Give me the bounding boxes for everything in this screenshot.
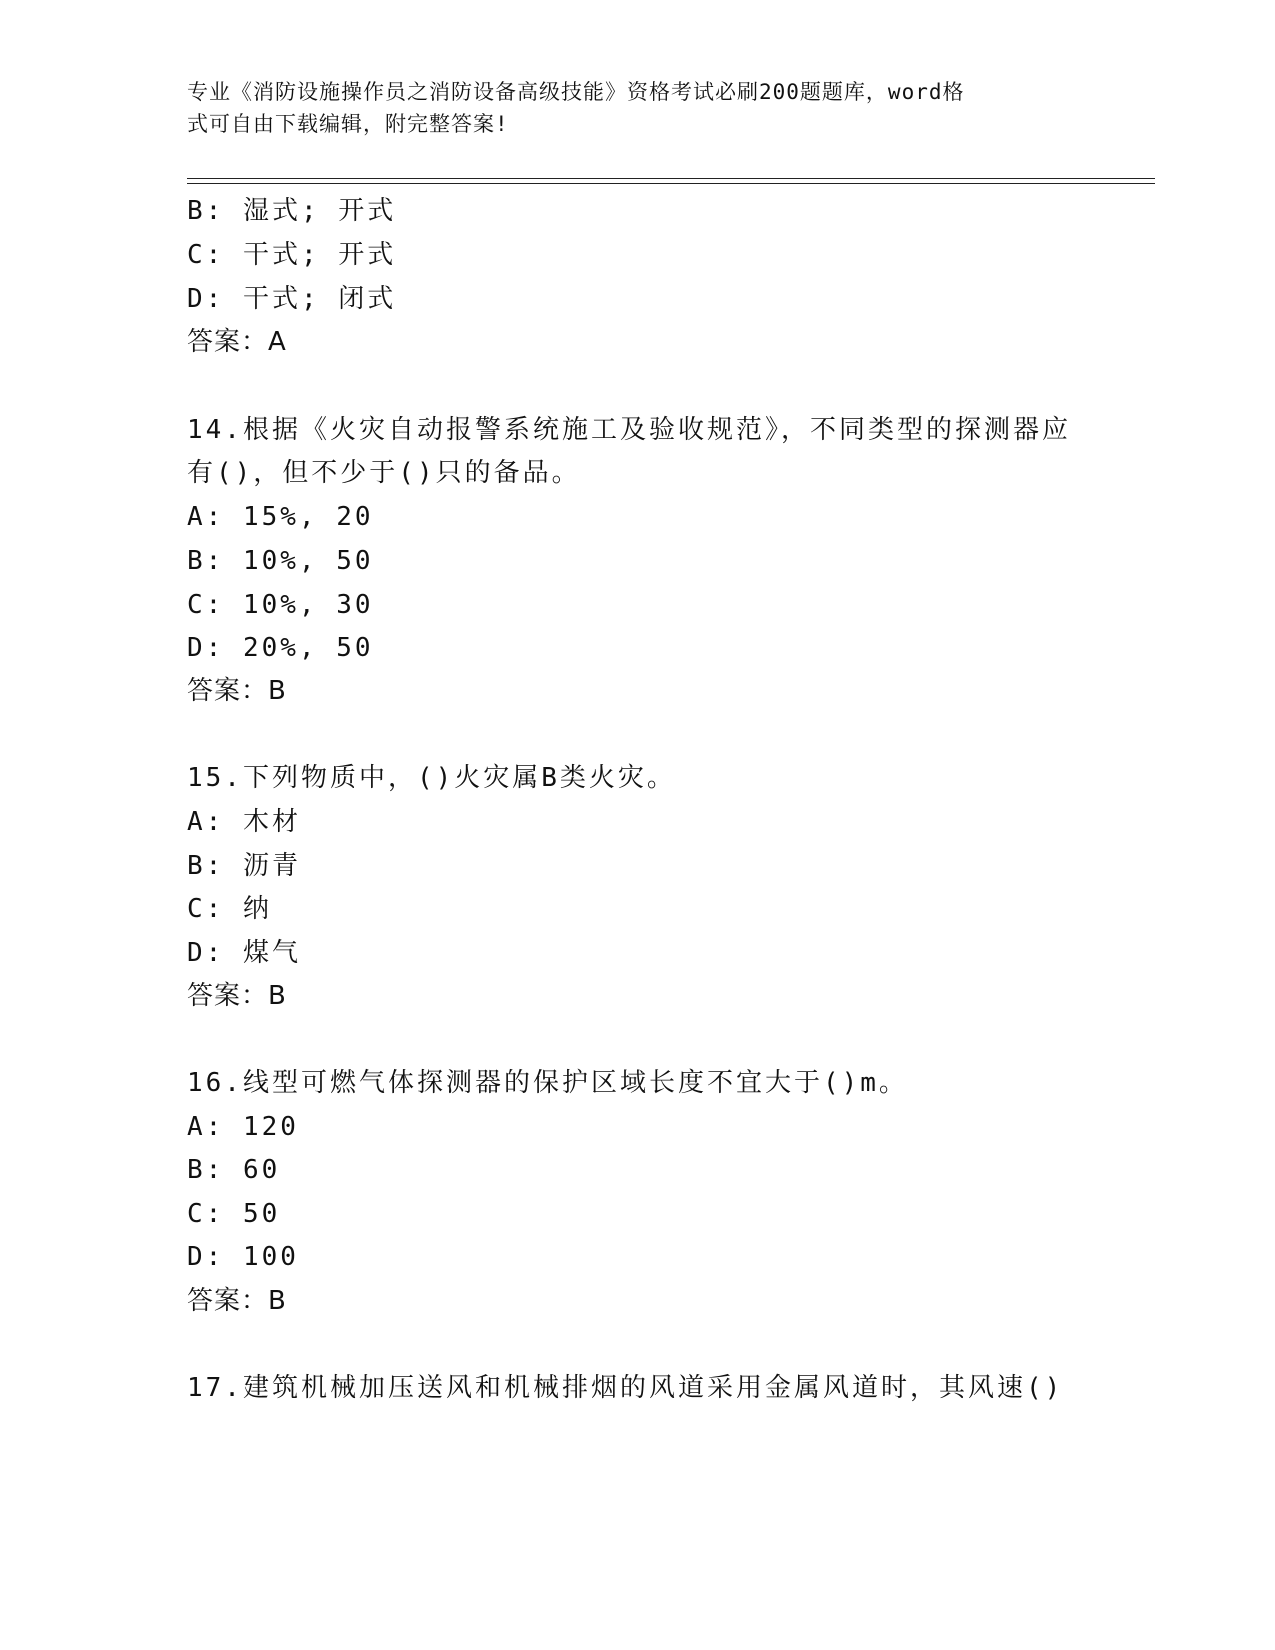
q15-option-b: B: 沥青 (187, 851, 301, 881)
q14-stem-line-2: 有()，但不少于()只的备品。 (187, 458, 581, 488)
q16-option-c: C: 50 (187, 1199, 281, 1229)
q16-option-d: D: 100 (187, 1242, 299, 1272)
q15-option-c: C: 纳 (187, 894, 272, 924)
q16-answer: 答案：B (187, 1286, 287, 1316)
header-line-2: 式可自由下载编辑，附完整答案! (187, 112, 509, 136)
q16-option-a: A: 120 (187, 1112, 299, 1142)
header-line-1: 专业《消防设施操作员之消防设备高级技能》资格考试必刷200题题库，word格 (187, 80, 965, 104)
q13-answer: 答案：A (187, 327, 287, 357)
q14-option-b: B: 10%, 50 (187, 546, 374, 576)
q13-option-c: C: 干式; 开式 (187, 240, 397, 270)
document-header (187, 76, 1067, 140)
q14-stem-line-1: 14.根据《火灾自动报警系统施工及验收规范》，不同类型的探测器应 (187, 415, 1071, 445)
q14-option-a: A: 15%, 20 (187, 502, 374, 532)
q17-stem: 17.建筑机械加压送风和机械排烟的风道采用金属风道时，其风速() (187, 1373, 1064, 1403)
q13-option-b: B: 湿式; 开式 (187, 196, 397, 226)
q13-option-d: D: 干式; 闭式 (187, 284, 397, 314)
q16-stem: 16.线型可燃气体探测器的保护区域长度不宜大于()m。 (187, 1068, 908, 1098)
q14-answer: 答案：B (187, 676, 287, 706)
q15-option-a: A: 木材 (187, 807, 301, 837)
q15-answer: 答案：B (187, 981, 287, 1011)
q15-stem: 15.下列物质中，()火灾属B类火灾。 (187, 763, 676, 793)
q14-option-d: D: 20%, 50 (187, 633, 374, 663)
q15-option-d: D: 煤气 (187, 938, 301, 968)
q14-option-c: C: 10%, 30 (187, 590, 374, 620)
header-rule-top (187, 178, 1155, 179)
q16-option-b: B: 60 (187, 1155, 281, 1185)
header-rule-bottom (187, 183, 1155, 184)
